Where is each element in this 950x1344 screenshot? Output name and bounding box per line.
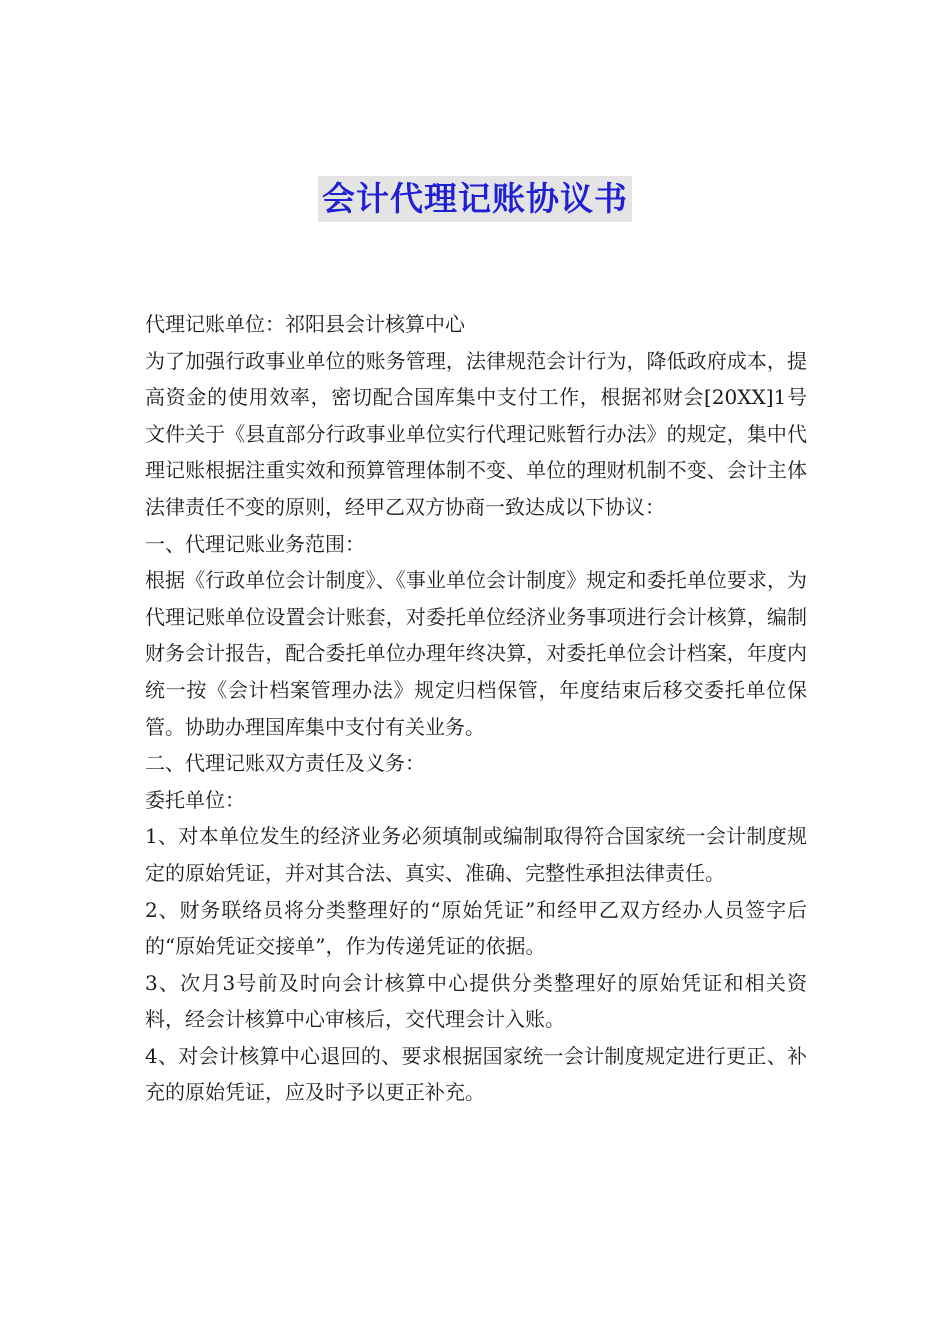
list-item-3: 3、次月3号前及时向会计核算中心提供分类整理好的原始凭证和相关资料，经会计核算中心审核后，交代理会计入账。 — [145, 970, 807, 1032]
list-item-2: 2、财务联络员将分类整理好的“原始凭证”和经甲乙双方经办人员签字后的“原始凭证交接单”，作为传递凭证的依据。 — [145, 897, 807, 959]
paragraph-preamble: 为了加强行政事业单位的账务管理，法律规范会计行为，降低政府成本，提高资金的使用效率，密切配合国库集中支付工作，根据祁财会[20XX]1号文件关于《县直部分行政事业单位实行代理记账暂行办法》的规定，集中代理记账根据注重实效和预算管理体制不变、单位的理财机制不变、会计主体法律责任不变的原则，经甲乙双方协商一致达成以下协议： — [145, 348, 807, 519]
subheading-client-unit: 委托单位： — [145, 787, 245, 812]
document-body — [145, 306, 807, 1111]
section-heading-responsibilities: 二、代理记账双方责任及义务： — [145, 751, 425, 776]
document-title: 会计代理记账协议书 — [318, 176, 632, 222]
title-container — [0, 176, 950, 222]
section-heading-scope: 一、代理记账业务范围： — [145, 531, 365, 556]
list-item-4: 4、对会计核算中心退回的、要求根据国家统一会计制度规定进行更正、补充的原始凭证，应及时予以更正补充。 — [145, 1043, 807, 1105]
paragraph-scope: 根据《行政单位会计制度》、《事业单位会计制度》规定和委托单位要求，为代理记账单位设置会计账套，对委托单位经济业务事项进行会计核算，编制财务会计报告，配合委托单位办理年终决算，对委托单位会计档案，年度内统一按《会计档案管理办法》规定归档保管，年度结束后移交委托单位保管。协助办理国库集中支付有关业务。 — [145, 568, 807, 739]
paragraph-agent-unit: 代理记账单位：祁阳县会计核算中心 — [145, 312, 465, 336]
list-item-1: 1、对本单位发生的经济业务必须填制或编制取得符合国家统一会计制度规定的原始凭证，并对其合法、真实、准确、完整性承担法律责任。 — [145, 824, 807, 885]
